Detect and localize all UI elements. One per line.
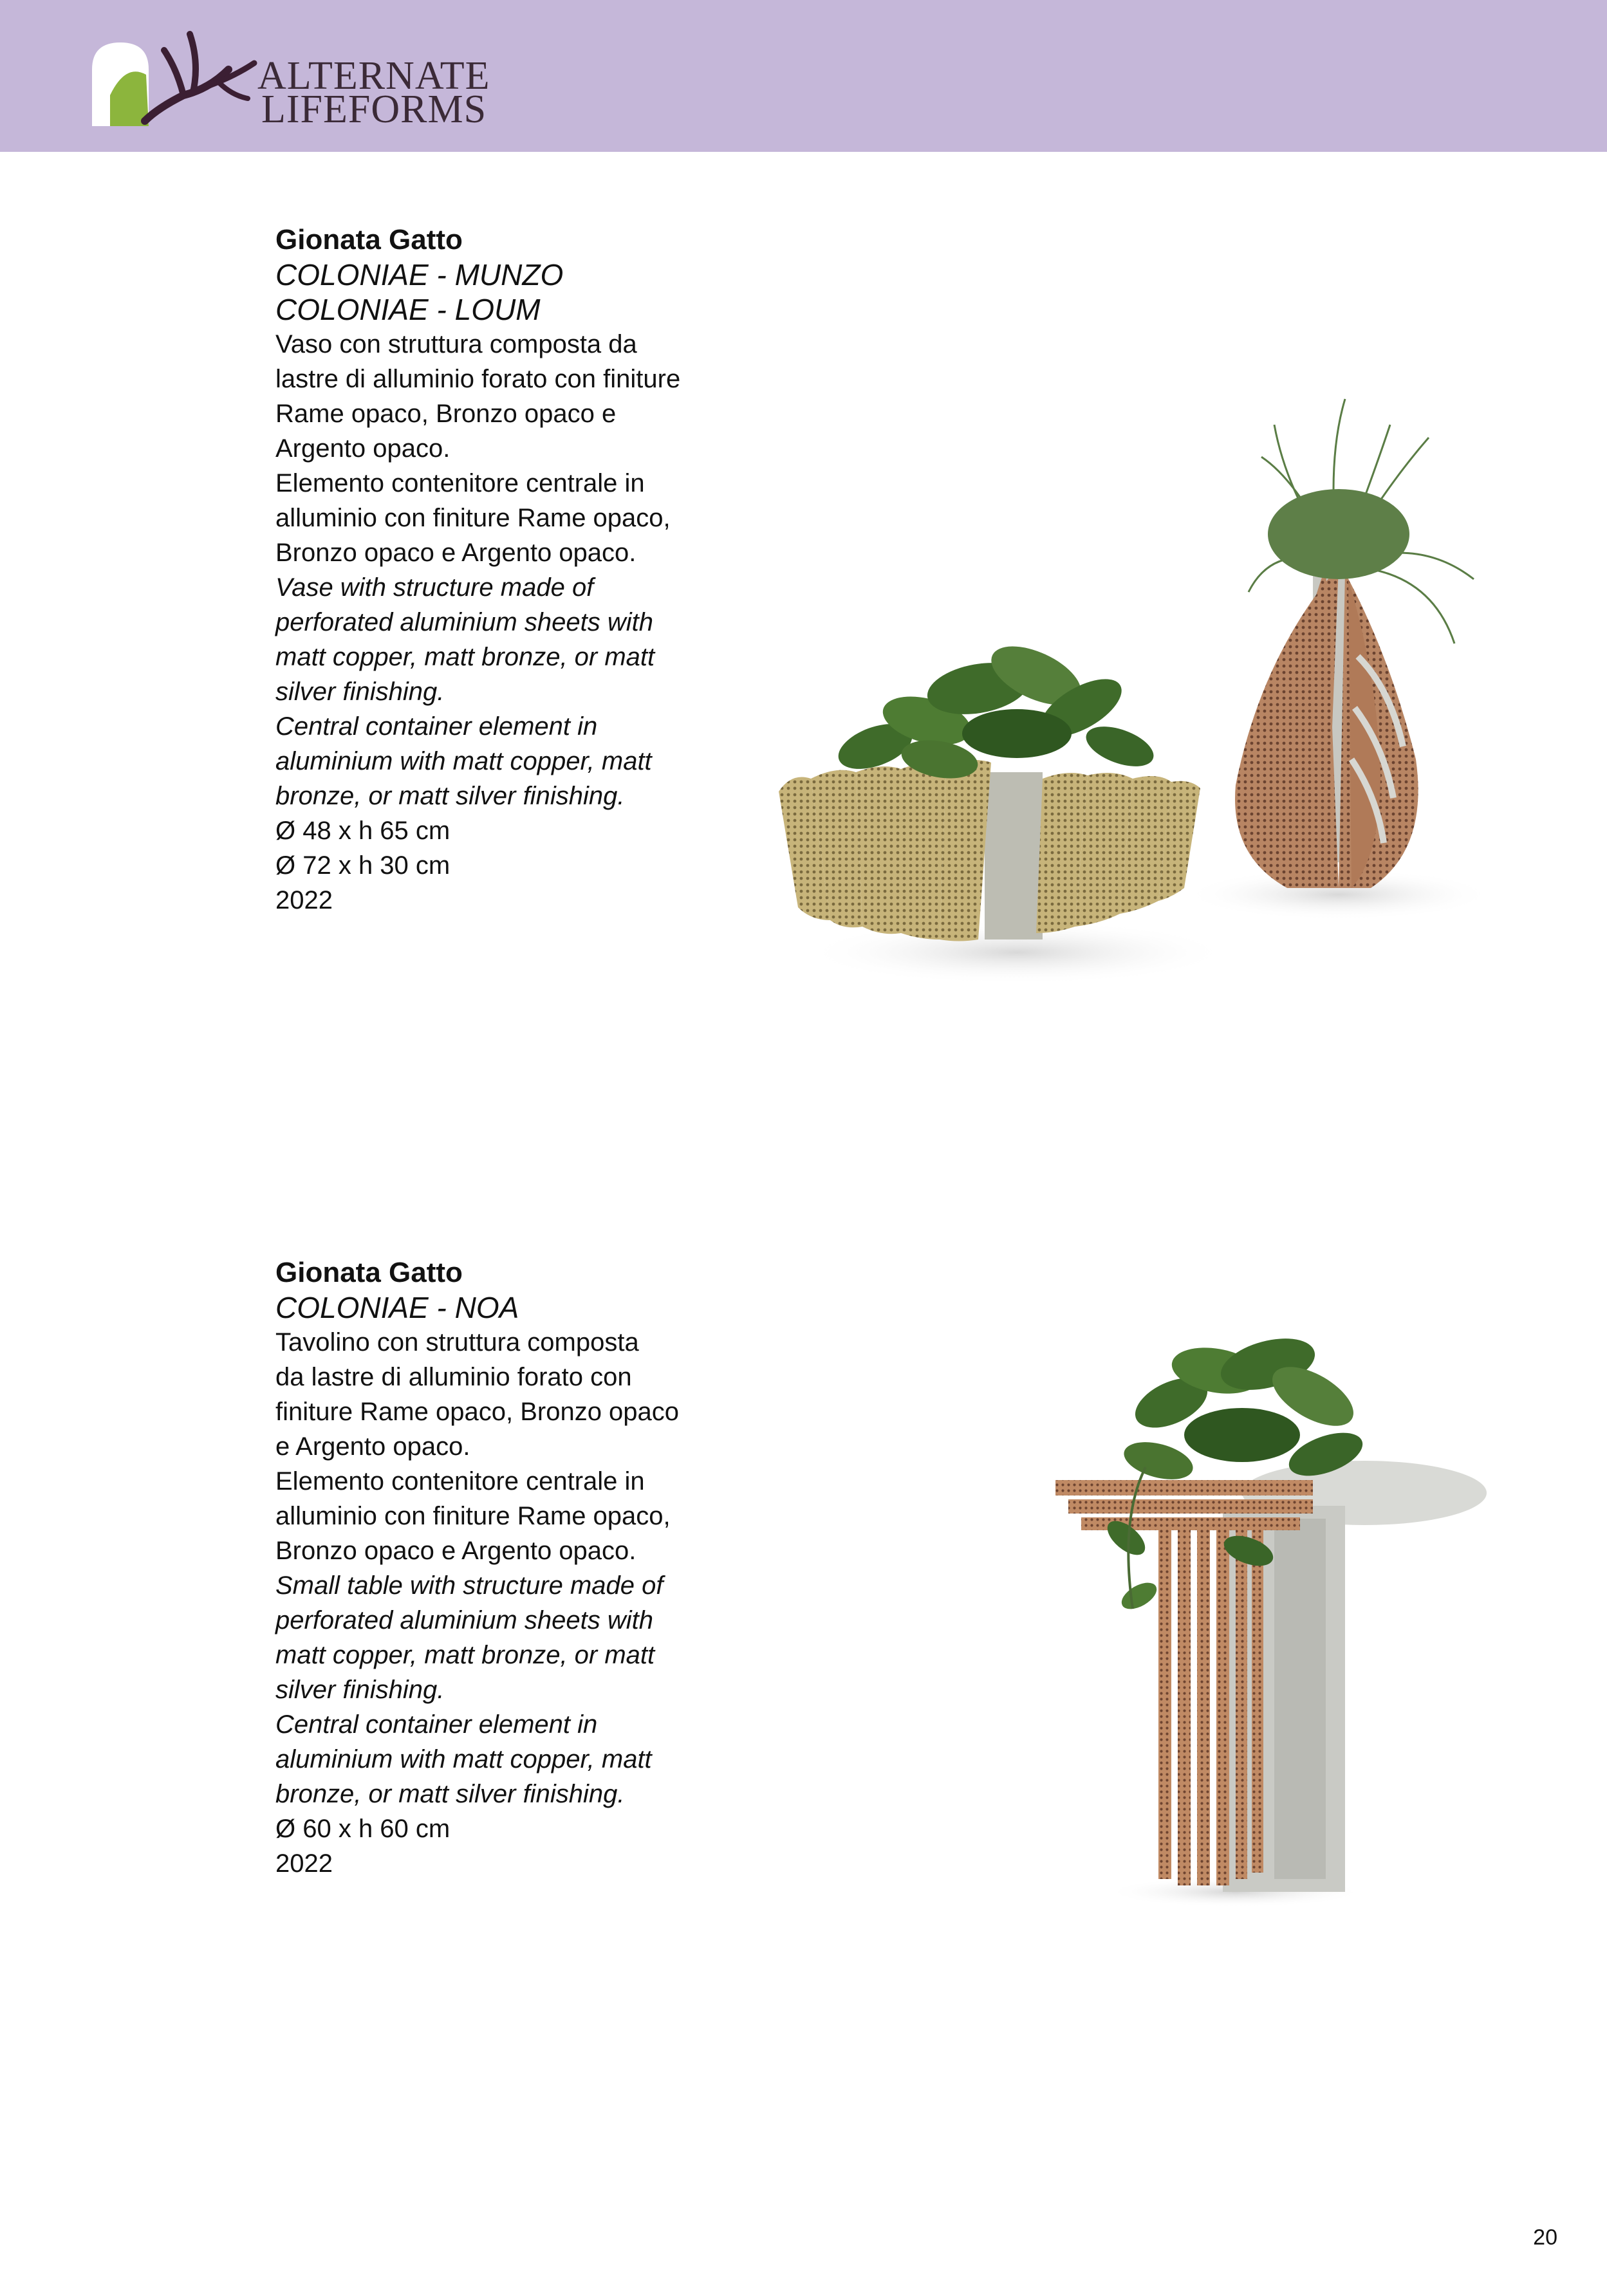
year: 2022 [275,1849,333,1878]
description-line: finiture Rame opaco, Bronzo opaco [275,1398,680,1426]
description-line: Rame opaco, Bronzo opaco e [275,400,617,428]
brand-wordmark [257,54,490,131]
entry-munzo-loum [275,223,765,918]
designer-name: Gionata Gatto [275,224,463,255]
product-title: COLONIAE - NOA [275,1291,519,1324]
dimensions: Ø 72 x h 30 cm [275,851,451,880]
description-line: Elemento contenitore centrale in [275,469,645,497]
description-line: alluminio con finiture Rame opaco, [275,504,671,532]
plant-pothos-low [832,634,1158,784]
vase-low-bronze [779,760,1200,941]
description-line: e Argento opaco. [275,1432,470,1461]
dimensions: Ø 48 x h 65 cm [275,817,451,845]
copper-slats-top [1055,1480,1313,1530]
description-line-en: silver finishing. [275,678,445,706]
description-line-en: perforated aluminium sheets with [275,1606,653,1634]
header-band [0,0,1607,152]
grass-tuft [1268,489,1409,579]
description-line: Elemento contenitore centrale in [275,1467,645,1495]
description-line-en: Central container element in [275,712,598,741]
description-line-en: Small table with structure made of [275,1571,664,1600]
year: 2022 [275,886,333,914]
description-line-en: matt copper, matt bronze, or matt [275,1641,655,1669]
description-line: Vaso con struttura composta da [275,330,637,358]
brand-line-2: LIFEFORMS [261,88,487,131]
product-title: COLONIAE - MUNZO [275,258,564,292]
description-line: alluminio con finiture Rame opaco, [275,1502,671,1530]
description-line: Bronzo opaco e Argento opaco. [275,1537,636,1565]
description-line-en: Vase with structure made of [275,573,594,602]
description-line: Bronzo opaco e Argento opaco. [275,539,636,567]
description-line: Tavolino con struttura composta [275,1328,639,1356]
description-line-en: silver finishing. [275,1676,445,1704]
product-photo-munzo-loum [772,386,1607,1004]
description-line-en: bronze, or matt silver finishing. [275,782,625,810]
description-line-en: perforated aluminium sheets with [275,608,653,636]
product-photo-noa [1043,1326,1506,1918]
dimensions: Ø 60 x h 60 cm [275,1815,451,1843]
designer-name: Gionata Gatto [275,1257,463,1288]
description-line-en: aluminium with matt copper, matt [275,747,652,775]
description-line-en: matt copper, matt bronze, or matt [275,643,655,671]
description-line: lastre di alluminio forato con finiture [275,365,681,393]
entry-noa [275,1255,765,1881]
brand-line-1: ALTERNATE [257,54,490,98]
product-title: COLONIAE - LOUM [275,293,541,326]
description-line-en: aluminium with matt copper, matt [275,1745,652,1773]
vase-tall-copper [1235,566,1418,888]
description-line-en: bronze, or matt silver finishing. [275,1780,625,1808]
description-line: Argento opaco. [275,434,451,463]
page-number: 20 [1533,2225,1557,2250]
description-line-en: Central container element in [275,1710,598,1739]
description-line: da lastre di alluminio forato con [275,1363,632,1391]
